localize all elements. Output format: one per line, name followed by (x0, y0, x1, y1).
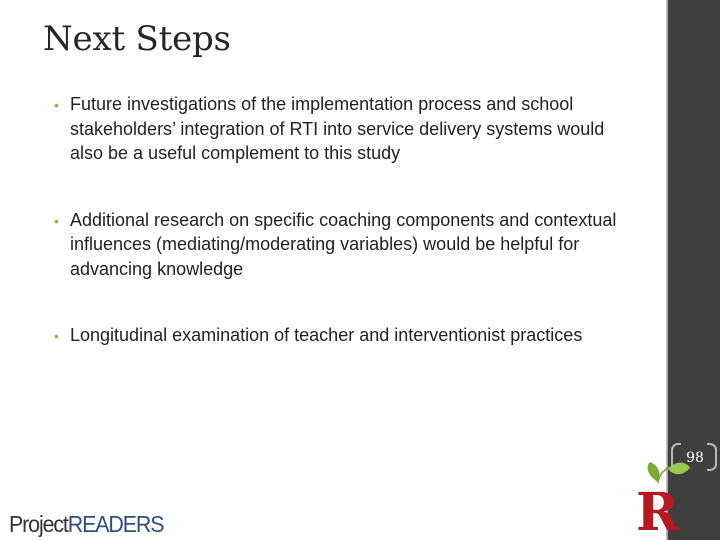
logo-letter-r: R (636, 482, 680, 535)
slide-title: Next Steps (43, 19, 231, 59)
page-number-right-bracket (707, 443, 717, 471)
bullet-list (54, 92, 634, 348)
bullet-text-1: Future investigations of the implementation process and school stakeholders’ integration of RTI into service delivery systems would also be a useful complement to this study (70, 94, 605, 163)
r-logo-with-leaves-icon (634, 457, 694, 535)
logo-text-project: Project (9, 511, 68, 537)
bullet-dot-icon: • (54, 212, 59, 229)
bullet-text-2: Additional research on specific coaching components and contextual influences (mediating/moderating variables) would be helpful for advancing knowledge (70, 209, 617, 279)
logo-leaf-right-icon (668, 463, 690, 475)
bullet-item-2 (54, 208, 634, 282)
bullet-dot-icon: • (54, 328, 59, 344)
bullet-dot-icon: • (54, 97, 59, 113)
logo-stem-icon (658, 467, 670, 483)
bullet-text-3: Longitudinal examination of teacher and interventionist practices (70, 325, 583, 345)
bullet-item-1 (54, 92, 634, 166)
project-readers-logo (9, 510, 163, 538)
bullet-item-3 (54, 323, 634, 348)
logo-text-readers: READERS (67, 511, 164, 537)
logo-leaf-left-icon (648, 462, 660, 482)
page-number: 98 (686, 450, 704, 466)
